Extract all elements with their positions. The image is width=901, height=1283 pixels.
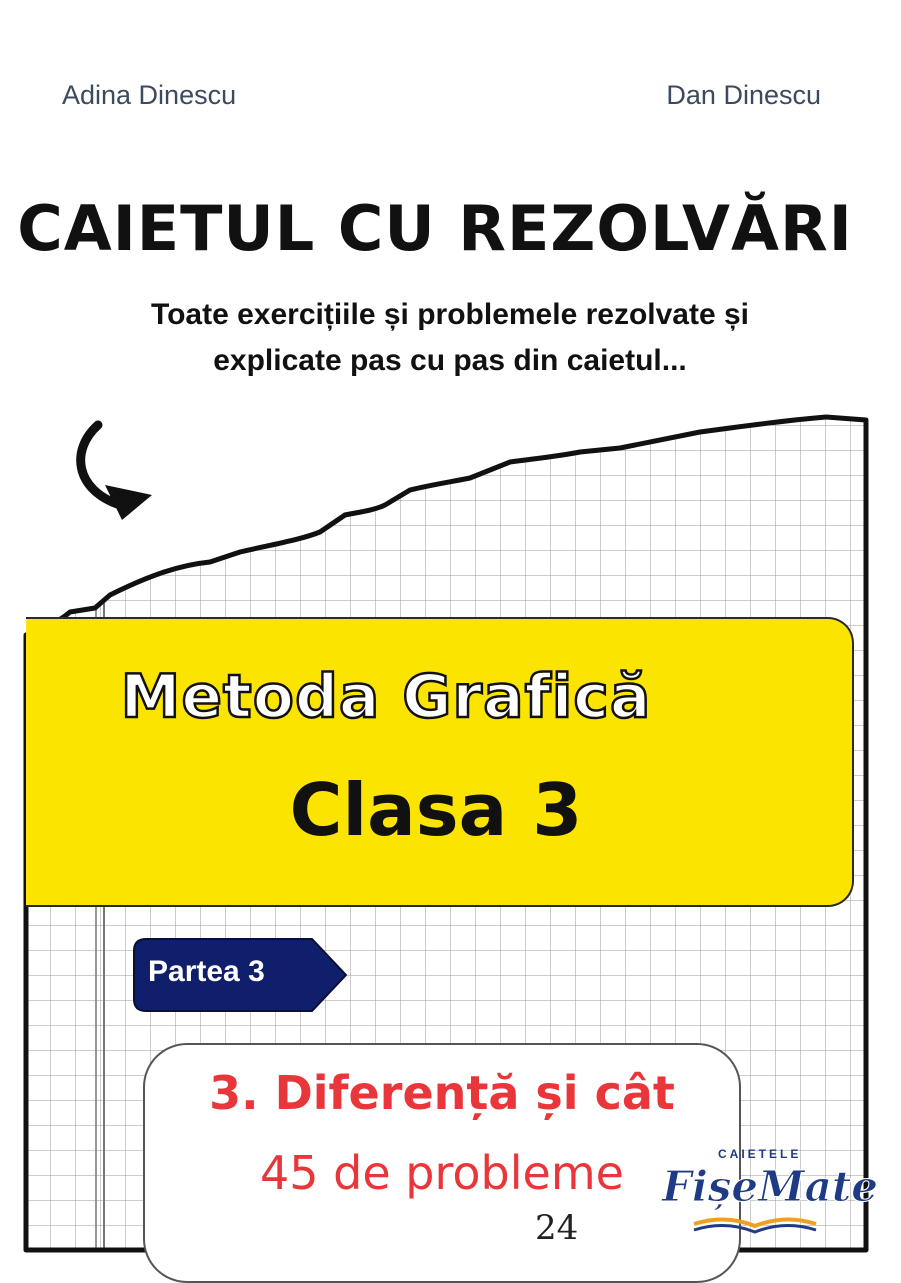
main-title: CAIETUL CU REZOLVĂRI — [17, 192, 853, 265]
title-band — [26, 617, 854, 907]
brand-small-text: CAIETELE — [718, 1147, 802, 1161]
open-book-icon — [690, 1212, 820, 1234]
page-number: 24 — [535, 1208, 579, 1248]
author-left: Adina Dinescu — [62, 80, 237, 110]
topic-count: 45 de probleme — [260, 1146, 624, 1200]
band-class-label: Clasa 3 — [289, 768, 583, 852]
band-title: Metoda Grafică — [120, 662, 652, 732]
subtitle-line-2: explicate pas cu pas din caietul... — [213, 344, 687, 377]
brand-logo-text: FișeMate — [662, 1162, 878, 1211]
topic-title: 3. Diferență și cât — [209, 1066, 675, 1120]
part-label: Partea 3 — [148, 955, 265, 988]
subtitle-line-1: Toate exercițiile și problemele rezolvate și — [150, 298, 750, 331]
author-right: Dan Dinescu — [666, 80, 821, 110]
curved-arrow-icon — [81, 425, 152, 520]
